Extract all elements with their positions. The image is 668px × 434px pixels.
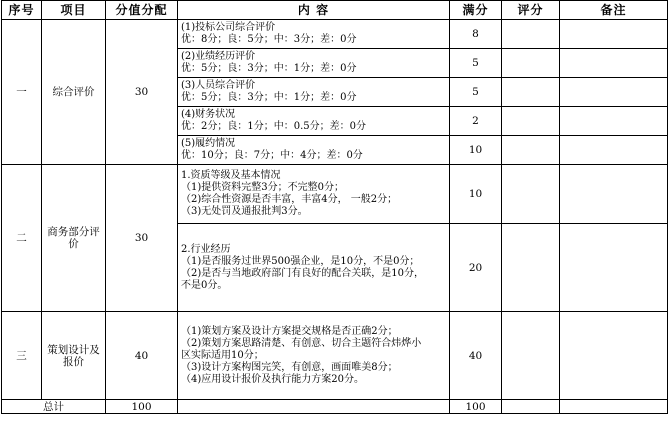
rating-cell[interactable] — [502, 312, 560, 400]
criteria-content: (3)人员综合评价 优：5分；良：3分；中：1分；差：0分 — [178, 78, 450, 107]
criteria-content: (5)履约情况 优：10分；良：7分；中：4分；差：0分 — [178, 136, 450, 165]
rating-cell[interactable] — [502, 49, 560, 78]
remark-cell[interactable] — [560, 136, 668, 165]
scoring-table — [1, 0, 668, 414]
group-seq: 三 — [2, 312, 42, 400]
header-remark: 备注 — [560, 1, 668, 20]
group-seq: 二 — [2, 165, 42, 312]
criteria-content: 2.行业经历 （1)是否服务过世界500强企业，是10分，不是0分； （2)是否与当地政府部门有良好的配合关联，是10分， 不是0分。 — [178, 224, 450, 312]
rating-cell[interactable] — [502, 78, 560, 107]
remark-cell[interactable] — [560, 224, 668, 312]
table-row — [2, 165, 668, 224]
table-row — [2, 20, 668, 49]
full-score: 5 — [450, 49, 502, 78]
criteria-content: 1.资质等级及基本情况 （1)提供资料完整3分；不完整0分； （2)综合性资源是否丰富，丰富4分， 一般2分； （3)无处罚及通报批判3分。 — [178, 165, 450, 224]
total-rating-cell[interactable] — [502, 400, 560, 414]
total-full-score: 100 — [450, 400, 502, 414]
header-rating: 评分 — [502, 1, 560, 20]
table-row — [2, 312, 668, 400]
header-score-alloc: 分值分配 — [106, 1, 178, 20]
header-row — [2, 1, 668, 20]
rating-cell[interactable] — [502, 136, 560, 165]
group-item: 商务部分评价 — [42, 165, 106, 312]
group-seq: 一 — [2, 20, 42, 165]
criteria-content: (4)财务状况 优：2分；良：1分；中：0.5分；差：0分 — [178, 107, 450, 136]
full-score: 8 — [450, 20, 502, 49]
total-remark-cell[interactable] — [560, 400, 668, 414]
header-item: 项目 — [42, 1, 106, 20]
remark-cell[interactable] — [560, 107, 668, 136]
remark-cell[interactable] — [560, 78, 668, 107]
group-item: 策划设计及报价 — [42, 312, 106, 400]
criteria-content: (1)投标公司综合评价 优：8分；良：5分；中：3分；差：0分 — [178, 20, 450, 49]
criteria-content: (2)业绩经历评价 优：5分；良：3分；中：1分；差：0分 — [178, 49, 450, 78]
remark-cell[interactable] — [560, 20, 668, 49]
group-item: 综合评价 — [42, 20, 106, 165]
full-score: 10 — [450, 136, 502, 165]
total-row — [2, 400, 668, 414]
rating-cell[interactable] — [502, 165, 560, 224]
header-content: 内 容 — [178, 1, 450, 20]
remark-cell[interactable] — [560, 312, 668, 400]
remark-cell[interactable] — [560, 165, 668, 224]
total-label: 总计 — [2, 400, 106, 414]
full-score: 5 — [450, 78, 502, 107]
rating-cell[interactable] — [502, 107, 560, 136]
full-score: 2 — [450, 107, 502, 136]
criteria-content: （1)策划方案及设计方案提交规格是否正确2分； （2)策划方案思路清楚、有创意、切合主题符合炜烨小 区实际适用10分； （3)设计方案构图完笑，有创意，画面唯美8分； （4)应用设计报价及执行能力方案20分。 — [178, 312, 450, 400]
full-score: 40 — [450, 312, 502, 400]
header-full-score: 满分 — [450, 1, 502, 20]
group-score: 30 — [106, 20, 178, 165]
total-content-cell — [178, 400, 450, 414]
full-score: 10 — [450, 165, 502, 224]
group-score: 40 — [106, 312, 178, 400]
header-seq: 序号 — [2, 1, 42, 20]
group-score: 30 — [106, 165, 178, 312]
remark-cell[interactable] — [560, 49, 668, 78]
full-score: 20 — [450, 224, 502, 312]
total-score: 100 — [106, 400, 178, 414]
rating-cell[interactable] — [502, 20, 560, 49]
rating-cell[interactable] — [502, 224, 560, 312]
